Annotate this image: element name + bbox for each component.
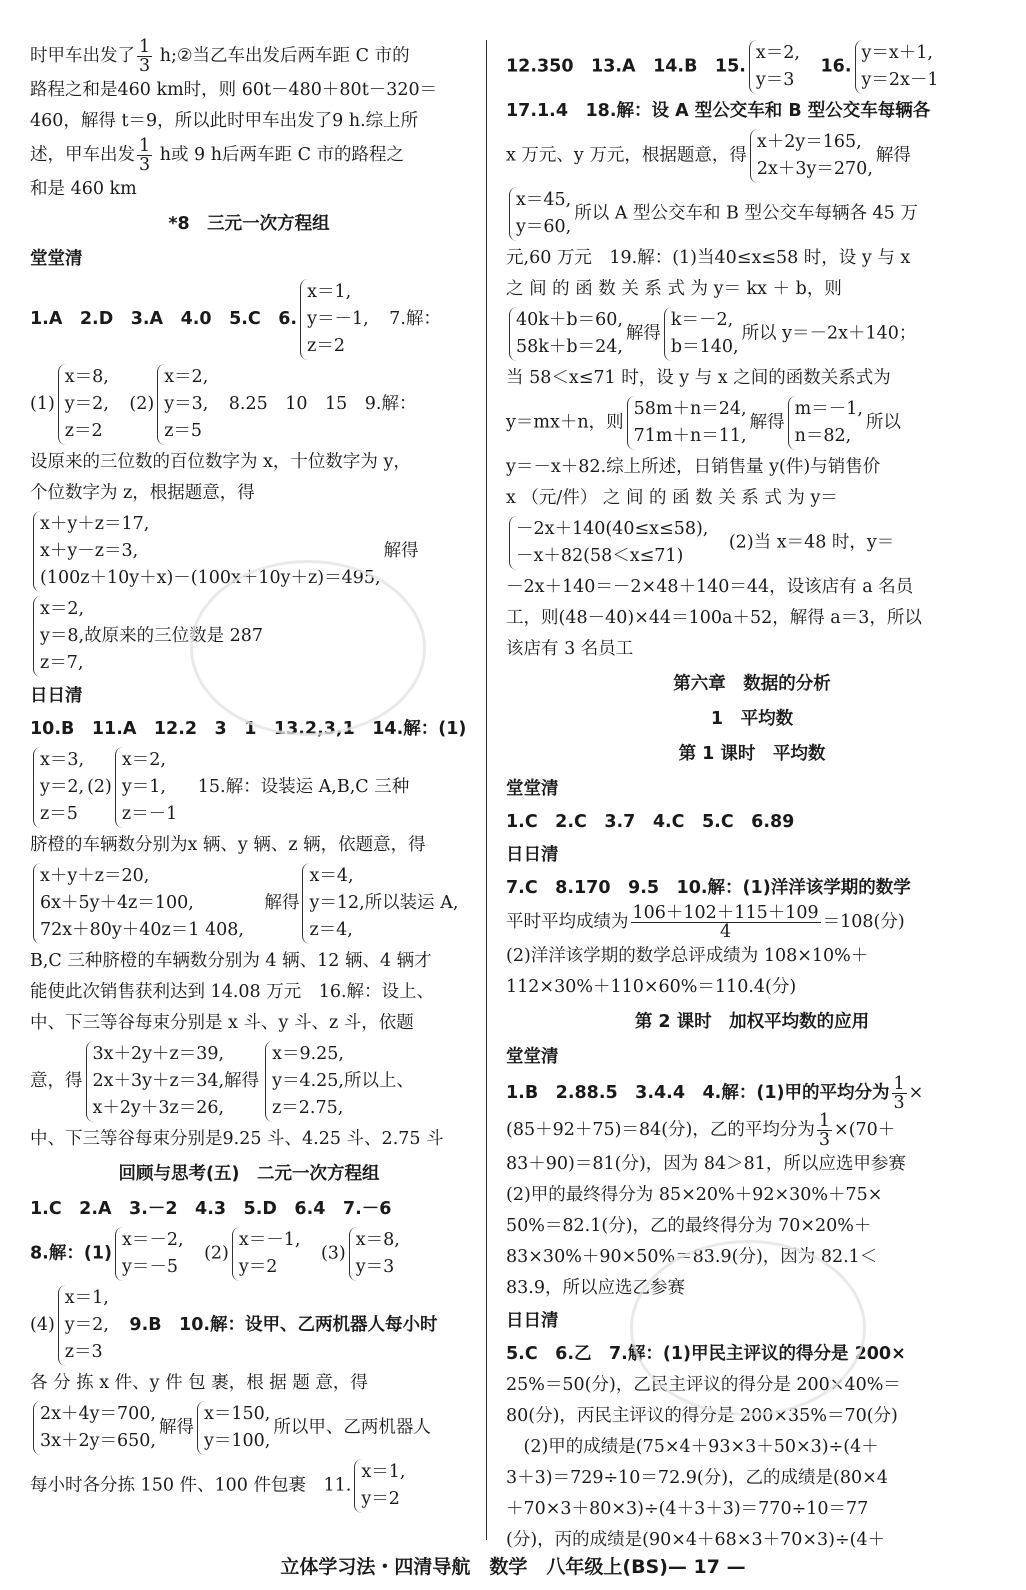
equation-system: x＝－2, y＝－5: [115, 1227, 184, 1281]
equation-system: x＝3, y＝2, z＝5: [33, 747, 84, 828]
equation-system: 2x＋4y＝700, 3x＋2y＝650,: [33, 1401, 156, 1455]
equation-system: x＝1, y＝2: [354, 1459, 405, 1513]
equation-system: x＋y＋z＝20, 6x＋5y＋4z＝100, 72x＋80y＋40z＝1 408,: [33, 863, 244, 944]
equation-system: 3x＋2y＋z＝39, 2x＋3y＋z＝34,解得 x＋2y＋3z＝26,: [86, 1041, 260, 1122]
fraction: $\frac{1}{3}$: [893, 1074, 905, 1113]
chapter-title: 第六章 数据的分析: [673, 674, 831, 694]
left-column: 时甲车出发了 $\frac{1}{3}$ h;②当乙车出发后两车距 C 市的 路程之和是460 km时，则 60t－480＋80t－320＝ 460，解得 t＝9，所以此时甲车出发了9 h.综上所 述，甲车出发 $\frac{1}{3}$ h或 9 h后两车距 C 市的路程之 和是 460 km *8 三元一次方程组 堂堂清 1.A 2.D 3.A 4.0 5.C 6. x＝1, y＝－1, z＝2 7.解： (1) x＝8, y＝2, z＝2 (2) x＝2, y＝3, z＝5 8.25 10 15 9.解： 设原来的三位数的百位数字为 x，十位数字为 y， 个位数字为 z，根据题意，得 x＋y＋z＝17, x＋y－z＝3, (100z＋10y＋x)－(100x＋10y＋z)＝495, 解得 x＝2, y＝8,故原来的三位数是 287 z＝7, 日日清 10.B 11.A 12.2 3 1 13.2,3,1 14.解：(1) x＝3, y＝2, z＝5 (2) x＝2, y＝1, z＝－1 15.解：设装运 A,B,C 三种 脐橙的车辆数分别为x 辆、y 辆、z 辆，依题意，得 x＋y＋z＝20, 6x＋5y＋4z＝100, 72x＋80y＋40z＝1 408, 解得 x＝4, y＝12,所以装运 A, z＝4, B,C 三种脐橙的车辆数分别为 4 辆、12 辆、4 辆才 能使此次销售获利达到 14.08 万元 16.解：设上、 中、下三等谷每束分别是 x 斗、y 斗、z 斗，依题 意，得 3x＋2y＋z＝39, 2x＋3y＋z＝34,解得 x＋2y＋3z＝26, x＝9.25, y＝4.25,所以上、 z＝2.75, 中、下三等谷每束分别是9.25 斗、4.25 斗、2.75 斗 回顾与思考(五) 二元一次方程组 1.C 2.A 3.－2 4.3 5.D 6.4 7.－6 8.解：(1) x＝－2, y＝－5 (2) x＝－1, y＝2 (3) x＝8, y＝3 (4) x＝1, y＝2, z＝3 9.B 10.解：设甲、乙两机器人每小时 各 分 拣 x 件、y 件 包 裹，根 据 题 意，得 2x＋4y＝700, 3x＋2y＝650, 解得 x＝150, y＝100, 所以甲、乙两机器人 每小时各分拣 150 件、100 件包裹 11. x＝1, y＝2: [30, 38, 468, 1515]
section-title: *8 三元一次方程组: [168, 214, 330, 234]
section-label: 日日清: [506, 1311, 559, 1331]
equation-system: x＝2, y＝3, z＝5: [157, 364, 208, 445]
watermark-stamp: [190, 560, 426, 736]
section-title: 1 平均数: [710, 709, 794, 729]
watermark-stamp: [630, 1240, 866, 1416]
equation-system: k＝－2, b＝140,: [664, 307, 739, 361]
equation-system: 58m＋n＝24, 71m＋n＝11,: [627, 396, 747, 450]
section-label: 堂堂清: [30, 249, 83, 269]
fraction: $\frac{1}{3}$: [139, 136, 151, 175]
equation-system: x＝8, y＝2, z＝2: [58, 364, 109, 445]
equation-system: －2x＋140(40≤x≤58), －x＋82(58＜x≤71): [509, 516, 708, 570]
equation-system: x＝1, y＝2, z＝3: [58, 1285, 109, 1366]
equation-system: m＝－1, n＝82,: [788, 396, 863, 450]
fraction: $\frac{1}{3}$: [139, 37, 151, 76]
equation-system: 40k＋b＝60, 58k＋b＝24,: [509, 307, 623, 361]
section-label: 堂堂清: [506, 779, 559, 799]
page-footer: 立体学习法・四清导航 数学 八年级上(BS)— 17 —: [280, 1556, 746, 1578]
lesson-title: 第 1 课时 平均数: [678, 744, 826, 764]
equation-system: x＝2, y＝1, z＝－1: [115, 747, 177, 828]
equation-system: x＋2y＝165, 2x＋3y＝270,: [750, 129, 873, 183]
equation-system: y＝x＋1, y＝2x－1: [855, 40, 939, 94]
column-divider: [486, 40, 487, 1540]
equation-system: x＝45, y＝60,: [509, 187, 571, 241]
section-label: 日日清: [506, 845, 559, 865]
equation-system: x＋y＋z＝17, x＋y－z＝3, (100z＋10y＋x)－(100x＋10y＋z)＝495,: [33, 511, 381, 592]
right-column: 12.350 13.A 14.B 15. x＝2, y＝3 16. y＝x＋1, y＝2x－1 17.1.4 18.解：设 A 型公交车和 B 型公交车每辆各 x 万元、y 万元，根据题意，得 x＋2y＝165, 2x＋3y＝270, 解得 x＝45, y＝60, 所以 A 型公交车和 B 型公交车每辆各 45 万 元,60 万元 19.解：(1)当40≤x≤58 时，设 y 与 x 之 间 的 函 数 关 系 式 为 y＝ kx ＋ b，则 40k＋b＝60, 58k＋b＝24, 解得 k＝－2, b＝140, 所以 y＝－2x＋140； 当 58＜x≤71 时，设 y 与 x 之间的函数关系式为 y＝mx＋n，则 58m＋n＝24, 71m＋n＝11, 解得 m＝－1, n＝82, 所以 y＝－x＋82.综上所述，日销售量 y(件)与销售价 x （元/件） 之 间 的 函 数 关 系 式 为 y＝ －2x＋140(40≤x≤58), －x＋82(58＜x≤71) (2)当 x＝48 时，y＝ －2x＋140＝－2×48＋140＝44，设该店有 a 名员 工，则(48－40)×44＝100a＋52，解得 a＝3，所以 该店有 3 名员工 第六章 数据的分析 1 平均数 第 1 课时 平均数 堂堂清 1.C 2.C 3.7 4.C 5.C 6.89 日日清 7.C 8.170 9.5 10.解：(1)洋洋该学期的数学 平时平均成绩为 $\frac{106+102+115+109}{4}$ ＝108(分) (2)洋洋该学期的数学总评成绩为 108×10%＋ 112×30%＋110×60%＝110.4(分) 第 2 课时 加权平均数的应用 堂堂清 1.B 2.88.5 3.4.4 4.解：(1)甲的平均分为 $\frac{1}{3}$ × (85＋92＋75)＝84(分)，乙的平均分为 $\frac{1}{3}$ ×(70＋ 83＋90)＝81(分)，因为 84＞81，所以应选甲参赛 (2)甲的最终得分为 85×20%＋92×30%＋75× 50%＝82.1(分)，乙的最终得分为 70×20%＋ 83×30%＋90×50%＝83.9(分)，因为 82.1＜ 83.9，所以应选乙参赛 日日清 5.C 6.乙 7.解：(1)甲民主评议的得分是 200× 25%＝50(分)，乙民主评议的得分是 200×40%＝ 80(分)，丙民主评议的得分是 200×35%＝70(分) (2)甲的成绩是(75×4＋93×3＋50×3)÷(4＋ 3＋3)＝729÷10＝72.9(分)，乙的成绩是(80×4 ＋70×3＋80×3)÷(4＋3＋3)＝770÷10＝77 (分)，丙的成绩是(90×4＋68×3＋70×3)÷(4＋: [506, 38, 998, 1556]
equation-system: x＝9.25, y＝4.25,所以上、 z＝2.75,: [265, 1041, 414, 1122]
section-label: 堂堂清: [506, 1047, 559, 1067]
fraction: $\frac{1}{3}$: [818, 1111, 831, 1150]
equation-system: x＝150, y＝100,: [197, 1401, 270, 1455]
section-title: 回顾与思考(五) 二元一次方程组: [118, 1164, 380, 1184]
fraction: $\frac{106+102+115+109}{4}$: [632, 903, 819, 942]
equation-system: x＝4, y＝12,所以装运 A, z＝4,: [302, 863, 458, 944]
section-label: 日日清: [30, 686, 83, 706]
equation-system: x＝2, y＝8,故原来的三位数是 287 z＝7,: [33, 596, 263, 677]
equation-system: x＝1, y＝－1, z＝2: [300, 279, 369, 360]
lesson-title: 第 2 课时 加权平均数的应用: [634, 1012, 870, 1032]
equation-system: x＝8, y＝3: [349, 1227, 400, 1281]
equation-system: x＝2, y＝3: [749, 40, 800, 94]
equation-system: x＝－1, y＝2: [232, 1227, 301, 1281]
